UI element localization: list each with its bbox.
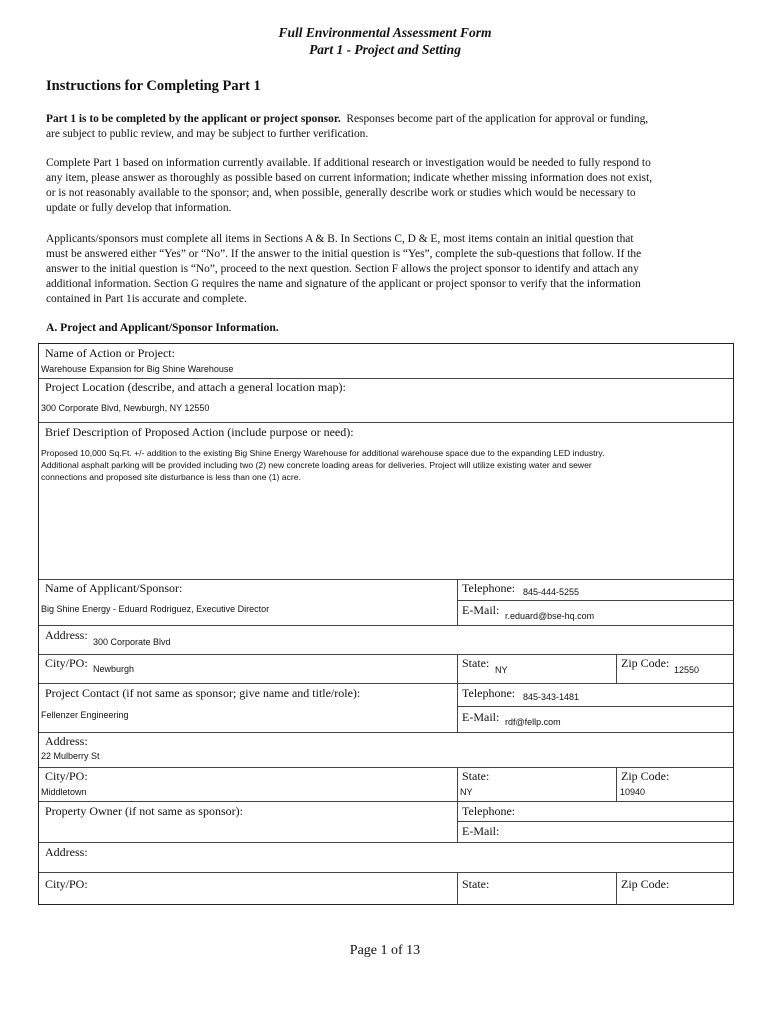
instructions-paragraph-3 <box>46 232 724 307</box>
p3-line: additional information. Section G requires the name and signature of the applicant or project sponsor to verify that the information <box>46 278 641 290</box>
owner-email-label: E-Mail: <box>462 824 500 838</box>
divider <box>457 706 733 707</box>
contact-zip-label: Zip Code: <box>621 769 670 783</box>
description-field[interactable] <box>41 447 731 483</box>
divider <box>39 767 733 768</box>
applicant-address-field[interactable]: 300 Corporate Blvd <box>93 637 171 647</box>
divider <box>457 654 458 683</box>
divider <box>39 842 733 843</box>
p1-text: Responses become part of the application for approval or funding, <box>346 113 649 125</box>
divider <box>457 579 458 625</box>
divider <box>457 872 458 905</box>
applicant-city-label: City/PO: <box>45 656 88 670</box>
applicant-name-label: Name of Applicant/Sponsor: <box>45 581 183 595</box>
instructions-heading: Instructions for Completing Part 1 <box>46 78 261 94</box>
p3-line: must be answered either “Yes” or “No”. If the answer to the initial question is “Yes”, complete the sub-questions that follow. If the <box>46 248 642 260</box>
instructions-paragraph-2 <box>46 156 724 216</box>
contact-zip-field[interactable]: 10940 <box>620 787 646 797</box>
divider <box>39 625 733 626</box>
owner-address-label: Address: <box>45 845 88 859</box>
applicant-state-field[interactable]: NY <box>495 665 508 675</box>
applicant-telephone-field[interactable]: 845-444-5255 <box>523 587 580 597</box>
p2-line: or is not reasonably available to the sponsor; and, when possible, generally describe work or studies which would be necessary to <box>46 187 636 199</box>
divider <box>616 872 617 905</box>
applicant-city-field[interactable]: Newburgh <box>93 664 135 674</box>
owner-telephone-label: Telephone: <box>462 804 516 818</box>
contact-state-label: State: <box>462 769 490 783</box>
owner-zip-label: Zip Code: <box>621 877 670 891</box>
action-name-label: Name of Action or Project: <box>45 346 175 360</box>
divider <box>616 654 617 683</box>
p3-line: answer to the initial question is “No”, proceed to the next question. Section F allows the project sponsor to identify and attach any <box>46 263 639 275</box>
applicant-email-label: E-Mail: <box>462 603 500 617</box>
action-name-field[interactable]: Warehouse Expansion for Big Shine Warehouse <box>41 364 234 374</box>
p1-bold-text: Part 1 is to be completed by the applicant or project sponsor. <box>46 113 341 125</box>
divider <box>39 801 733 802</box>
contact-email-field[interactable]: rdf@fellp.com <box>505 717 561 727</box>
applicant-telephone-label: Telephone: <box>462 581 516 595</box>
p2-line: any item, please answer as thoroughly as possible based on current information; indicate whether missing information does not exist, <box>46 172 653 184</box>
divider <box>39 654 733 655</box>
divider <box>39 378 733 379</box>
p2-line: Complete Part 1 based on information currently available. If additional research or investigation would be needed to fully respond to <box>46 157 651 169</box>
owner-label: Property Owner (if not same as sponsor): <box>45 804 243 818</box>
contact-state-field[interactable]: NY <box>460 787 473 797</box>
description-line: Additional asphalt parking will be provided including two (2) new concrete loading areas for deliveries. Project will utilize existing water and sewer <box>41 460 592 470</box>
project-information-form <box>38 343 734 905</box>
contact-name-field[interactable]: Fellenzer Engineering <box>41 710 129 720</box>
form-subtitle: Part 1 - Project and Setting <box>309 42 461 57</box>
location-label: Project Location (describe, and attach a general location map): <box>45 380 346 394</box>
description-line: Proposed 10,000 Sq.Ft. +/- addition to the existing Big Shine Energy Warehouse for additional warehouse space due to the expanding LED industry. <box>41 448 605 458</box>
divider <box>457 600 733 601</box>
description-label: Brief Description of Proposed Action (include purpose or need): <box>45 425 354 439</box>
applicant-zip-field[interactable]: 12550 <box>674 665 700 675</box>
contact-telephone-label: Telephone: <box>462 686 516 700</box>
divider <box>457 683 458 732</box>
divider <box>39 683 733 684</box>
contact-address-label: Address: <box>45 734 88 748</box>
contact-telephone-field[interactable]: 845-343-1481 <box>523 692 580 702</box>
owner-state-label: State: <box>462 877 490 891</box>
p1-text: are subject to public review, and may be subject to further verification. <box>46 128 369 140</box>
contact-email-label: E-Mail: <box>462 710 500 724</box>
p2-line: update or fully develop that information. <box>46 202 232 214</box>
divider <box>39 732 733 733</box>
contact-label: Project Contact (if not same as sponsor; give name and title/role): <box>45 686 361 700</box>
applicant-zip-label: Zip Code: <box>621 656 670 670</box>
applicant-address-label: Address: <box>45 628 88 642</box>
applicant-name-field[interactable]: Big Shine Energy - Eduard Rodriguez, Executive Director <box>41 604 270 614</box>
divider <box>39 579 733 580</box>
p3-line: contained in Part 1is accurate and complete. <box>46 293 247 305</box>
p3-line: Applicants/sponsors must complete all items in Sections A & B. In Sections C, D & E, most items contain an initial question that <box>46 233 634 245</box>
applicant-state-label: State: <box>462 656 490 670</box>
divider <box>457 821 733 822</box>
divider <box>457 767 458 801</box>
location-field[interactable]: 300 Corporate Blvd, Newburgh, NY 12550 <box>41 403 210 413</box>
contact-address-field[interactable]: 22 Mulberry St <box>41 751 100 761</box>
form-title: Full Environmental Assessment Form <box>278 25 492 40</box>
section-a-title: A. Project and Applicant/Sponsor Information. <box>46 321 279 334</box>
instructions-paragraph-1 <box>46 112 724 142</box>
divider <box>39 422 733 423</box>
divider <box>457 801 458 842</box>
owner-city-label: City/PO: <box>45 877 88 891</box>
applicant-email-field[interactable]: r.eduard@bse-hq.com <box>505 611 595 621</box>
page-number: Page 1 of 13 <box>349 943 421 958</box>
description-line: connections and proposed site disturbance is less than one (1) acre. <box>41 472 301 482</box>
divider <box>39 872 733 873</box>
divider <box>616 767 617 801</box>
contact-city-field[interactable]: Middletown <box>41 787 87 797</box>
contact-city-label: City/PO: <box>45 769 88 783</box>
